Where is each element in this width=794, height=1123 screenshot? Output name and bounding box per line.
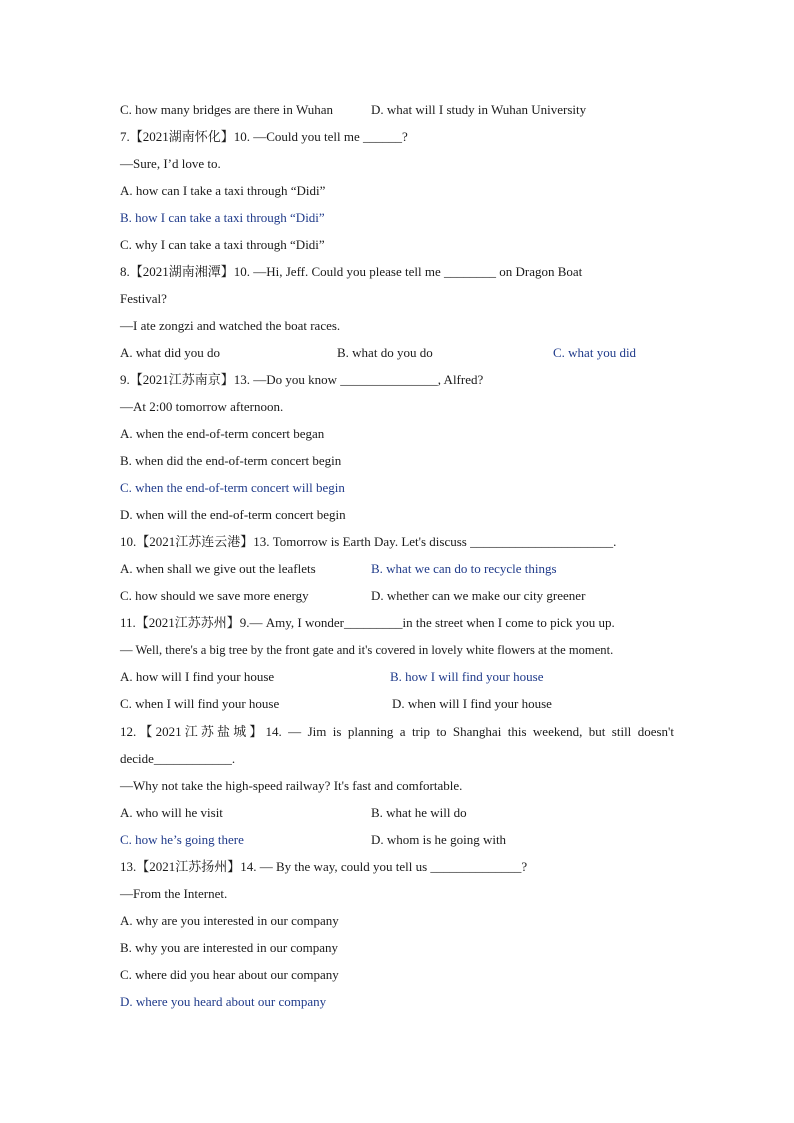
- q6-option-d: D. what will I study in Wuhan University: [371, 102, 587, 117]
- q11-question: 11.【2021江苏苏州】9.— Amy, I wonder_________in the street when I come to pick you up.: [120, 615, 615, 630]
- q12-option-a: A. who will he visit: [120, 805, 223, 820]
- q11-option-c: C. when I will find your house: [120, 696, 280, 711]
- q13-response: —From the Internet.: [120, 886, 228, 901]
- q10-option-b-answer: B. what we can do to recycle things: [371, 561, 557, 576]
- q9-option-c-answer: C. when the end-of-term concert will begin: [120, 480, 345, 495]
- q9-option-b: B. when did the end-of-term concert begin: [120, 453, 342, 468]
- q7-question: 7.【2021湖南怀化】10. —Could you tell me ______?: [120, 129, 408, 144]
- q10-option-c: C. how should we save more energy: [120, 588, 309, 603]
- q7-option-a: A. how can I take a taxi through “Didi”: [120, 183, 326, 198]
- q8-question: 8.【2021湖南湘潭】10. —Hi, Jeff. Could you please tell me ________ on Dragon Boat: [120, 264, 583, 279]
- q11-option-d: D. when will I find your house: [392, 696, 552, 711]
- q10-question: 10.【2021江苏连云港】13. Tomorrow is Earth Day. Let's discuss ______________________.: [120, 534, 617, 549]
- q12-option-b: B. what he will do: [371, 805, 467, 820]
- q7-option-c: C. why I can take a taxi through “Didi”: [120, 237, 325, 252]
- q6-option-c: C. how many bridges are there in Wuhan: [120, 102, 333, 117]
- q11-option-a: A. how will I find your house: [120, 669, 275, 684]
- q8-option-c-answer: C. what you did: [553, 345, 637, 360]
- q13-option-a: A. why are you interested in our company: [120, 913, 339, 928]
- q9-option-a: A. when the end-of-term concert began: [120, 426, 325, 441]
- q8-question-cont: Festival?: [120, 291, 167, 306]
- q12-question-cont: decide____________.: [120, 751, 236, 766]
- q7-response: —Sure, I’d love to.: [120, 156, 221, 171]
- q9-response: —At 2:00 tomorrow afternoon.: [120, 399, 284, 414]
- q11-response: — Well, there's a big tree by the front gate and it's covered in lovely white flowers at the moment.: [120, 643, 614, 657]
- q12-question: 12.【2021江苏盐城】14. — Jim is planning a trip to Shanghai this weekend, but still doesn't: [120, 724, 674, 739]
- q9-question: 9.【2021江苏南京】13. —Do you know _______________, Alfred?: [120, 372, 484, 387]
- q8-option-b: B. what do you do: [337, 345, 433, 360]
- q10-option-d: D. whether can we make our city greener: [371, 588, 586, 603]
- q8-option-a: A. what did you do: [120, 345, 221, 360]
- q9-option-d: D. when will the end-of-term concert begin: [120, 507, 346, 522]
- q13-option-b: B. why you are interested in our company: [120, 940, 339, 955]
- q10-option-a: A. when shall we give out the leaflets: [120, 561, 316, 576]
- q12-response: —Why not take the high-speed railway? It's fast and comfortable.: [120, 778, 463, 793]
- q8-response: —I ate zongzi and watched the boat races.: [120, 318, 341, 333]
- q7-option-b-answer: B. how I can take a taxi through “Didi”: [120, 210, 325, 225]
- q11-option-b-answer: B. how I will find your house: [390, 669, 544, 684]
- q12-option-c-answer: C. how he’s going there: [120, 832, 244, 847]
- q13-option-c: C. where did you hear about our company: [120, 967, 339, 982]
- q13-question: 13.【2021江苏扬州】14. — By the way, could you tell us ______________?: [120, 859, 528, 874]
- q13-option-d-answer: D. where you heard about our company: [120, 994, 327, 1009]
- q12-option-d: D. whom is he going with: [371, 832, 507, 847]
